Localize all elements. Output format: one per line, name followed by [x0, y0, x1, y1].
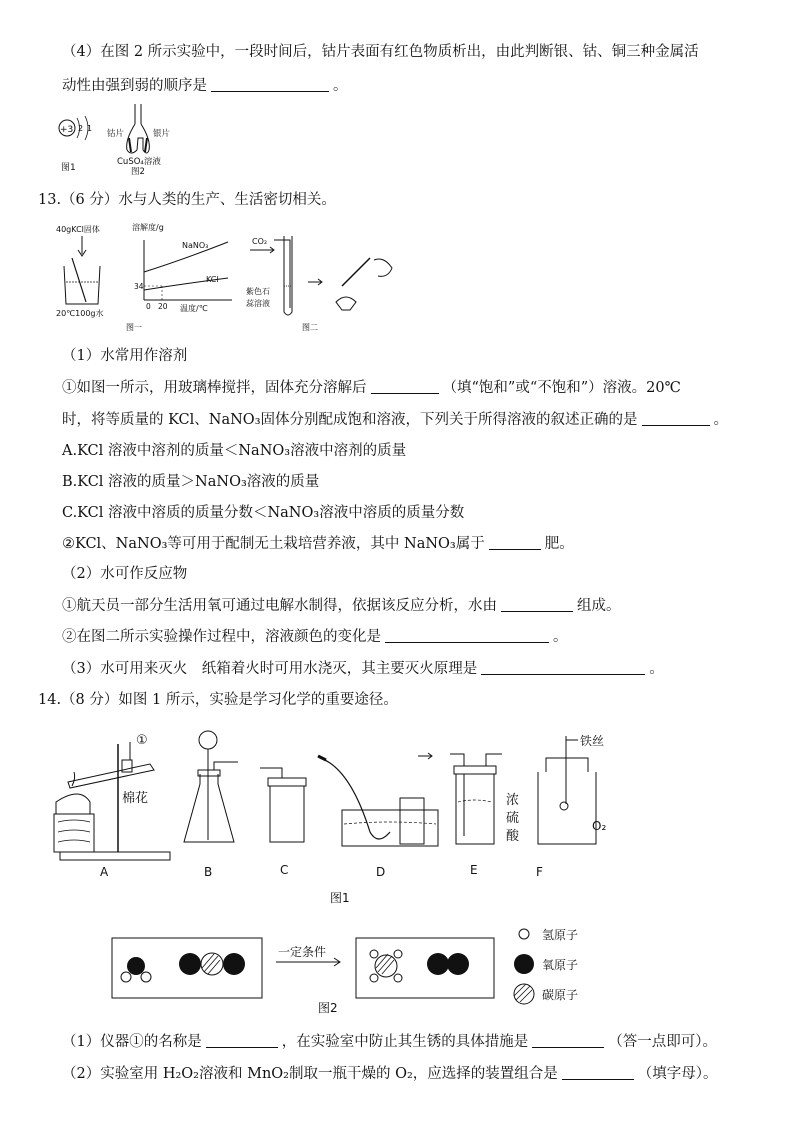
figure-q12 [55, 104, 185, 176]
q13-s1-2-end: 肥。 [544, 536, 574, 552]
apparatus-d [318, 756, 438, 879]
q14-p2-end: （填字母）。 [637, 1066, 718, 1082]
cotton-label: 棉花 [122, 791, 149, 806]
nano3-curve-label: NaNO₃ [182, 241, 209, 250]
legend-oxygen: 氧原子 [542, 958, 579, 972]
apparatus-c [260, 768, 306, 877]
tick-0: 0 [146, 302, 151, 311]
q13-s1-1-hint: （填“饱和”或“不饱和”）溶液。20℃ [442, 380, 681, 396]
apparatus-b [184, 731, 238, 879]
q13-s2-1 [62, 596, 621, 616]
q13-s1-1-question: 时，将等质量的 KCl、NaNO₃固体分别配成饱和溶液，下列关于所得溶液的叙述正确的是 [62, 412, 638, 428]
q12-4-line1: （4）在图 2 所示实验中，一段时间后，钴片表面有红色物质析出，由此判断银、钴、铜三种金属活 [62, 44, 699, 60]
q13-s1-2 [62, 534, 574, 554]
instrument-1-marker: ① [136, 733, 148, 748]
option-a: A.KCl 溶液中溶剂的质量＜NaNO₃溶液中溶剂的质量 [62, 443, 407, 459]
beaker-diagram [56, 224, 104, 318]
kcl-solid-label: 40gKCl固体 [56, 225, 100, 234]
answer-blank[interactable] [562, 1064, 634, 1080]
reaction-condition-label: 一定条件 [278, 945, 327, 959]
x-axis-label: 温度/℃ [180, 304, 208, 313]
answer-blank[interactable] [385, 627, 549, 643]
fig1-apparatus-caption: 图1 [330, 891, 350, 905]
q13-s2-2-text: ②在图二所示实验操作过程中，溶液颜色的变化是 [62, 629, 381, 645]
q14-p1-end: （答一点即可）。 [608, 1034, 717, 1050]
fig-one-caption: 图一 [126, 323, 142, 332]
q14-p1 [62, 1032, 717, 1052]
q12-4-text: 动性由强到弱的顺序是 [62, 78, 207, 94]
option-b: B.KCl 溶液的质量＞NaNO₃溶液的质量 [62, 474, 320, 490]
apparatus-e [418, 753, 520, 877]
q13-s1-1-text: ①如图一所示，用玻璃棒搅拌，固体充分溶解后 [62, 380, 367, 396]
conc-label-3: 酸 [506, 829, 520, 844]
answer-blank[interactable] [501, 596, 573, 612]
answer-blank[interactable] [206, 1032, 278, 1048]
answer-blank[interactable] [371, 378, 439, 394]
solution-label: CuSO₄溶液 [117, 157, 161, 167]
fig1-caption: 图1 [61, 163, 76, 173]
q13-s1-2-text: ②KCl、NaNO₃等可用于配制无土栽培营养液，其中 NaNO₃属于 [62, 536, 485, 552]
solubility-chart [126, 222, 232, 332]
q12-4-line2 [62, 76, 348, 96]
atom-nucleus-label: +3 [60, 125, 74, 135]
q13-s1-1-end: 。 [713, 412, 729, 428]
co2-label: CO₂ [252, 237, 268, 246]
figure-q13 [52, 222, 412, 334]
figure-q14-reaction [108, 922, 608, 1018]
q13-s1: （1）水常用作溶剂 [62, 348, 188, 364]
answer-blank[interactable] [489, 534, 541, 550]
q13-s1-1-line2 [62, 410, 728, 430]
fig-two-caption: 图二 [302, 323, 318, 332]
label-b: B [204, 865, 213, 879]
atom-shell2-label: 1 [87, 124, 93, 133]
q14-p1-text: （1）仪器①的名称是 [62, 1034, 202, 1050]
label-c: C [280, 863, 289, 877]
q13-s3 [62, 659, 664, 679]
q14-p2 [62, 1064, 718, 1084]
q13-s3-end: 。 [649, 661, 664, 677]
q14-p1-text2: ，在实验室中防止其生锈的具体措施是 [281, 1034, 529, 1050]
option-c: C.KCl 溶液中溶质的质量分数＜NaNO₃溶液中溶质的质量分数 [62, 505, 465, 521]
q13-s2-2-end: 。 [553, 629, 568, 645]
q13-s1-1-line1 [62, 378, 681, 398]
label-e: E [470, 863, 478, 877]
litmus-label-part1: 紫色石 [246, 287, 270, 296]
q12-4-end: 。 [333, 78, 348, 94]
legend-carbon: 碳原子 [542, 988, 579, 1002]
q13-s3-text: （3）水可用来灭火 纸箱着火时可用水浇灭，其主要灭火原理是 [62, 661, 478, 677]
fig2-caption: 图2 [131, 167, 145, 176]
iron-wire-label: 铁丝 [580, 734, 605, 748]
label-d: D [376, 865, 386, 879]
apparatus-f [536, 733, 606, 879]
legend-hydrogen: 氢原子 [542, 928, 579, 942]
y-axis-label: 溶解度/g [132, 223, 164, 232]
q14-header: 14.（8 分）如图 1 所示，实验是学习化学的重要途径。 [38, 692, 398, 708]
oxygen-label: O₂ [592, 819, 607, 833]
q13-s2: （2）水可作反应物 [62, 566, 188, 582]
tick-34: 34 [134, 282, 144, 291]
q13-s2-2 [62, 627, 568, 647]
answer-blank[interactable] [481, 659, 645, 675]
beaker-water-label: 20℃100g水 [56, 309, 104, 318]
kcl-curve-label: KCl [206, 275, 219, 284]
silver-label: 银片 [153, 129, 171, 139]
litmus-label-part2: 蕊溶液 [246, 299, 270, 308]
q13-header: 13.（6 分）水与人类的生产、生活密切相关。 [38, 192, 336, 208]
answer-blank[interactable] [642, 410, 710, 426]
label-a: A [100, 865, 109, 879]
answer-blank[interactable] [211, 76, 329, 92]
q13-s2-1-end: 组成。 [577, 598, 621, 614]
atom-structure-diagram [59, 116, 92, 173]
conc-label-1: 浓 [506, 793, 520, 808]
q13-s2-1-text: ①航天员一部分生活用氧可通过电解水制得，依据该反应分析，水由 [62, 598, 497, 614]
fig2-reaction-caption: 图2 [318, 1001, 338, 1015]
q14-p2-text: （2）实验室用 H₂O₂溶液和 MnO₂制取一瓶干燥的 O₂，应选择的装置组合是 [62, 1066, 558, 1082]
label-f: F [536, 865, 543, 879]
cobalt-label: 钴片 [107, 129, 125, 139]
co2-litmus-diagram [246, 236, 392, 332]
atom-shell1-label: 2 [78, 124, 84, 133]
y-tube-diagram [107, 104, 171, 176]
figure-q14-apparatus [50, 722, 650, 914]
apparatus-a [54, 733, 170, 879]
tick-20: 20 [158, 302, 168, 311]
conc-label-2: 硫 [506, 811, 520, 826]
answer-blank[interactable] [532, 1032, 604, 1048]
